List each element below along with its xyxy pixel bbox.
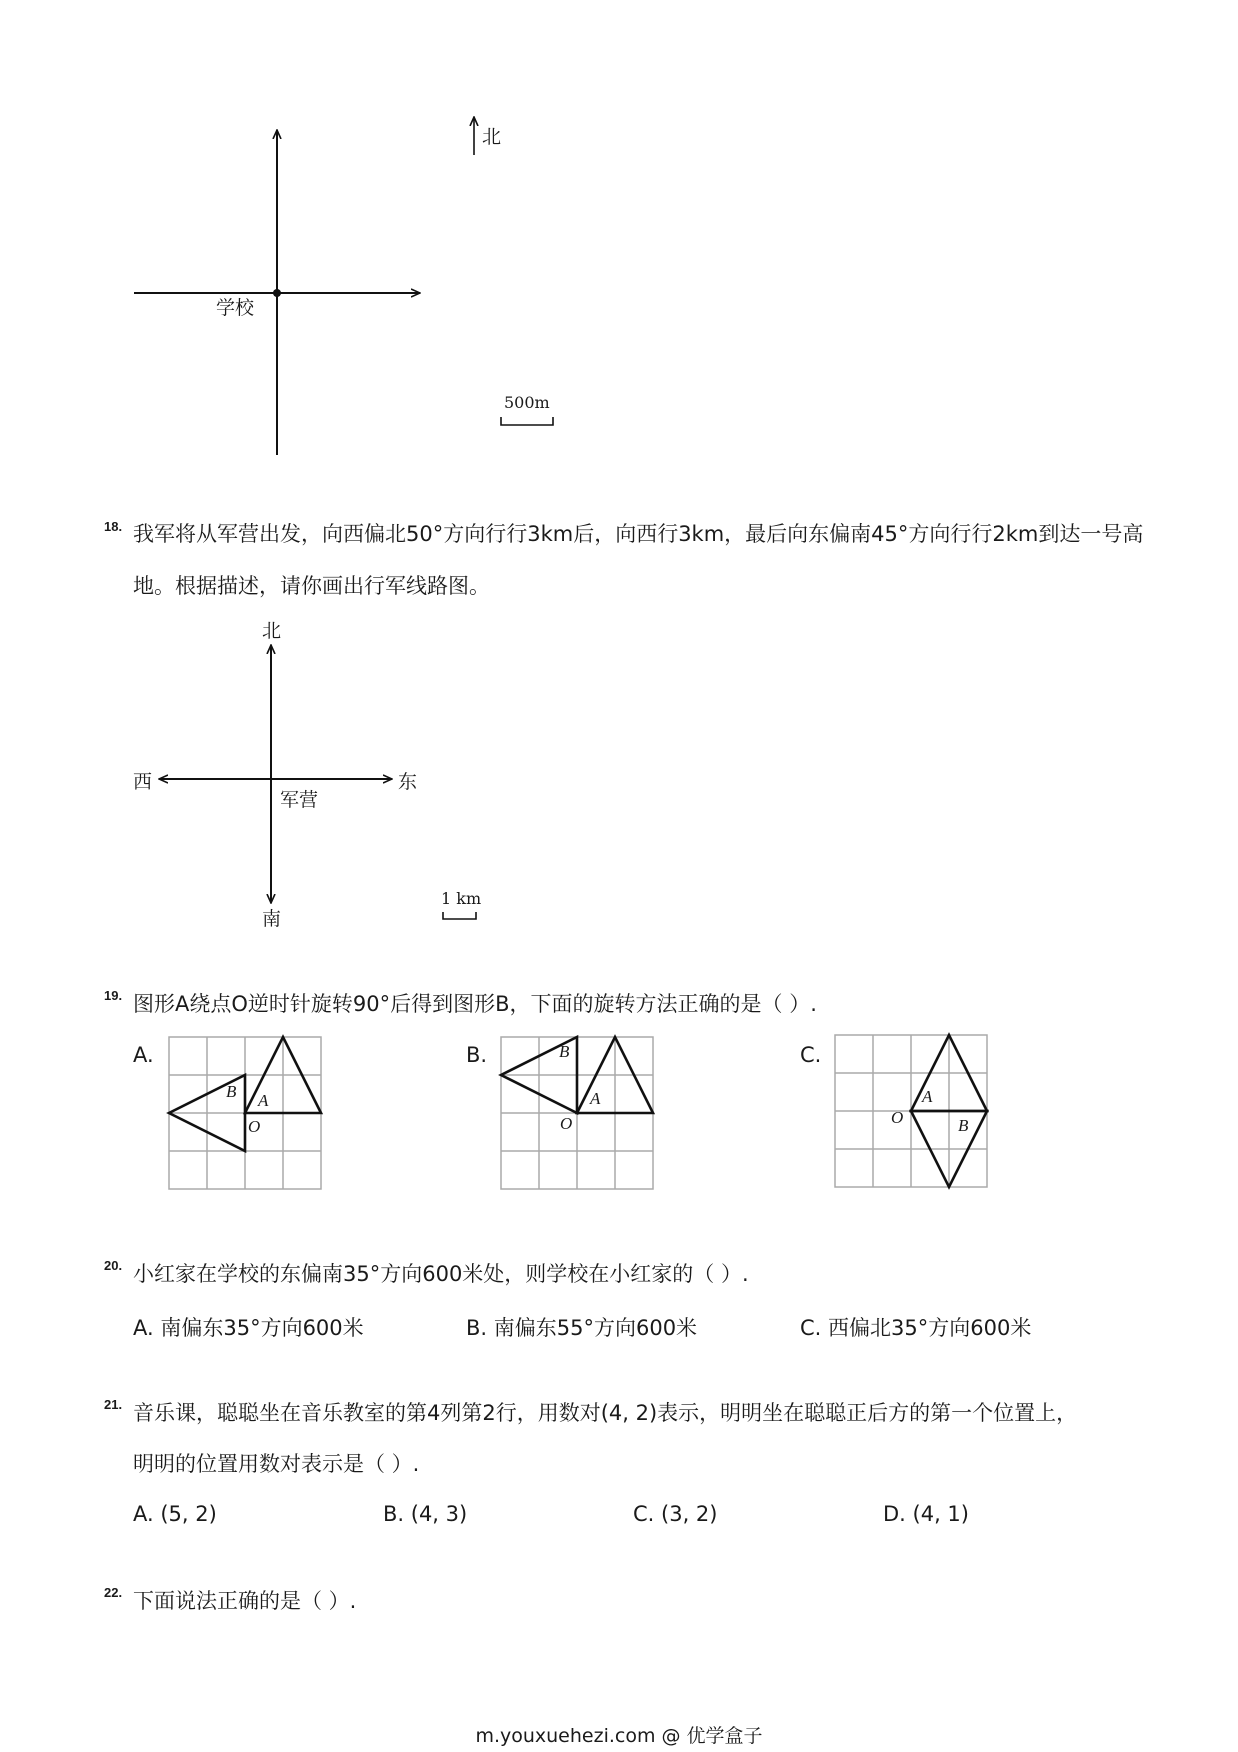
school-label: 学校 <box>216 297 255 319</box>
camp-label: 军营 <box>280 789 319 811</box>
option-a-figure[interactable] <box>168 1036 322 1190</box>
option-c-shape-a-label: A <box>922 1087 933 1106</box>
north-label: 北 <box>482 126 502 148</box>
question-number: 21. <box>104 1397 123 1412</box>
question-text-line2: 地。根据描述，请你画出行军线路图。 <box>133 574 490 598</box>
east-label: 东 <box>398 771 418 793</box>
option-b[interactable]: B. 南偏东55°方向600米 <box>466 1316 698 1340</box>
scale-label-500m: 500m <box>504 393 550 412</box>
question-number: 19. <box>104 988 123 1003</box>
question-number: 18. <box>104 519 123 534</box>
option-c[interactable]: C. (3, 2) <box>633 1502 718 1526</box>
north-label: 北 <box>262 620 282 642</box>
option-b-shape-a-label: A <box>590 1089 601 1108</box>
question-text: 图形A绕点O逆时针旋转90°后得到图形B，下面的旋转方法正确的是（ ）. <box>133 992 817 1016</box>
option-c-point-o: O <box>891 1108 904 1127</box>
option-c-shape-b-label: B <box>958 1116 969 1135</box>
option-d[interactable]: D. (4, 1) <box>883 1502 969 1526</box>
question-number: 20. <box>104 1258 123 1273</box>
option-a-shape-b-label: B <box>226 1082 237 1101</box>
scale-label-1km: 1 km <box>441 889 482 908</box>
option-a[interactable]: A. (5, 2) <box>133 1502 217 1526</box>
option-c[interactable]: C. 西偏北35°方向600米 <box>800 1316 1032 1340</box>
footer-watermark: m.youxuehezi.com @ 优学盒子 <box>475 1725 763 1747</box>
option-c-figure[interactable] <box>834 1034 988 1188</box>
question-text-line1: 音乐课，聪聪坐在音乐教室的第4列第2行，用数对(4, 2)表示，明明坐在聪聪正后方的第一个位置上， <box>133 1401 1078 1425</box>
west-label: 西 <box>133 771 153 793</box>
option-a-label[interactable]: A. <box>133 1043 154 1067</box>
option-b-point-o: O <box>560 1114 573 1133</box>
option-a-shape-a-label: A <box>258 1091 269 1110</box>
question-text-line1: 我军将从军营出发，向西偏北50°方向行行3km后，向西行3km，最后向东偏南45°方向行行2km到达一号高 <box>133 522 1144 546</box>
option-b[interactable]: B. (4, 3) <box>383 1502 468 1526</box>
option-c-label[interactable]: C. <box>800 1043 822 1067</box>
question-number: 22. <box>104 1585 123 1600</box>
south-label: 南 <box>262 908 282 930</box>
scale-bar-1km <box>443 912 476 919</box>
option-a[interactable]: A. 南偏东35°方向600米 <box>133 1316 364 1340</box>
option-b-shape-b-label: B <box>559 1042 570 1061</box>
question-text: 小红家在学校的东偏南35°方向600米处，则学校在小红家的（ ）. <box>133 1262 749 1286</box>
option-a-point-o: O <box>248 1117 261 1136</box>
option-b-label[interactable]: B. <box>466 1043 488 1067</box>
option-b-figure[interactable] <box>500 1036 654 1190</box>
question-text-line2: 明明的位置用数对表示是（ ）. <box>133 1452 420 1476</box>
question-text: 下面说法正确的是（ ）. <box>133 1589 357 1613</box>
